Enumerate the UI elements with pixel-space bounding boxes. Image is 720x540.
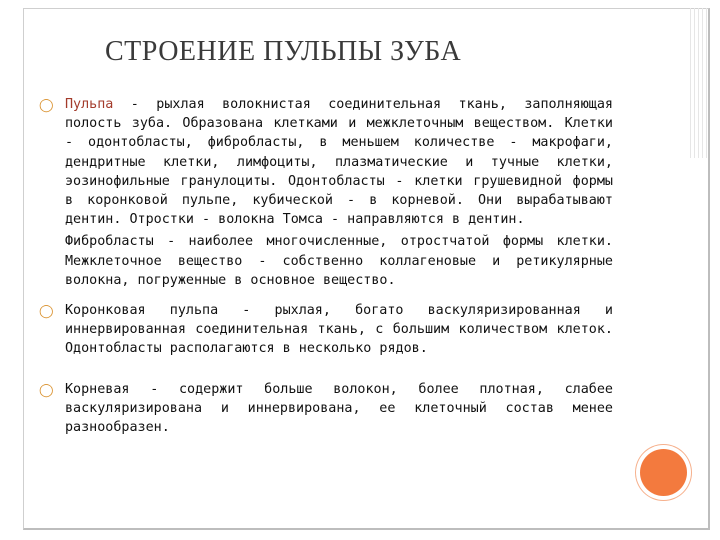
paragraph-text: Коронковая пульпа - рыхлая, богато васкуляризированная и иннервированная соединительная ткань, с большим количеством клеток. Одонтобласты располагаются в несколько рядов. xyxy=(65,303,613,357)
paragraph-fibroblasts xyxy=(65,232,613,290)
corner-stripe-decoration xyxy=(690,8,710,158)
paragraph-coronal-pulp xyxy=(39,301,613,359)
bullet-icon: ◯ xyxy=(39,304,54,320)
term-pulp: Пульпа xyxy=(65,97,114,112)
slide-content xyxy=(39,95,613,437)
circle-decoration-icon xyxy=(640,449,687,496)
paragraph-pulp xyxy=(39,95,613,229)
paragraph-text: Фибробласты - наиболее многочисленные, отростчатой формы клетки. Межклеточное вещество - собственно коллагеновые и ретикулярные волокна, погруженные в основное вещество. xyxy=(65,234,613,288)
bullet-icon: ◯ xyxy=(39,382,54,398)
paragraph-text: Корневая - содержит больше волокон, более плотная, слабее васкуляризирована и иннервирована, ее клеточный состав менее разнообразен. xyxy=(65,381,613,436)
paragraph-text: - рыхлая волокнистая соединительная ткань, заполняющая полость зуба. Образована клетками и межклеточным веществом. Клетки - одонтобласты, фибробласты, в меньшем количестве - макрофаги, дендритные клетки, лимфоциты, плазматические и тучные клетки, эозинофильные гранулоциты. Одонтобласты - клетки грушевидной формы в коронковой пульпе, кубической - в корневой. Они вырабатывают дентин. Отростки - волокна Томса - направляются в дентин. xyxy=(65,97,613,228)
paragraph-root-pulp xyxy=(39,380,613,438)
bullet-icon: ◯ xyxy=(39,98,54,113)
slide-title: СТРОЕНИЕ ПУЛЬПЫ ЗУБА xyxy=(105,36,462,67)
